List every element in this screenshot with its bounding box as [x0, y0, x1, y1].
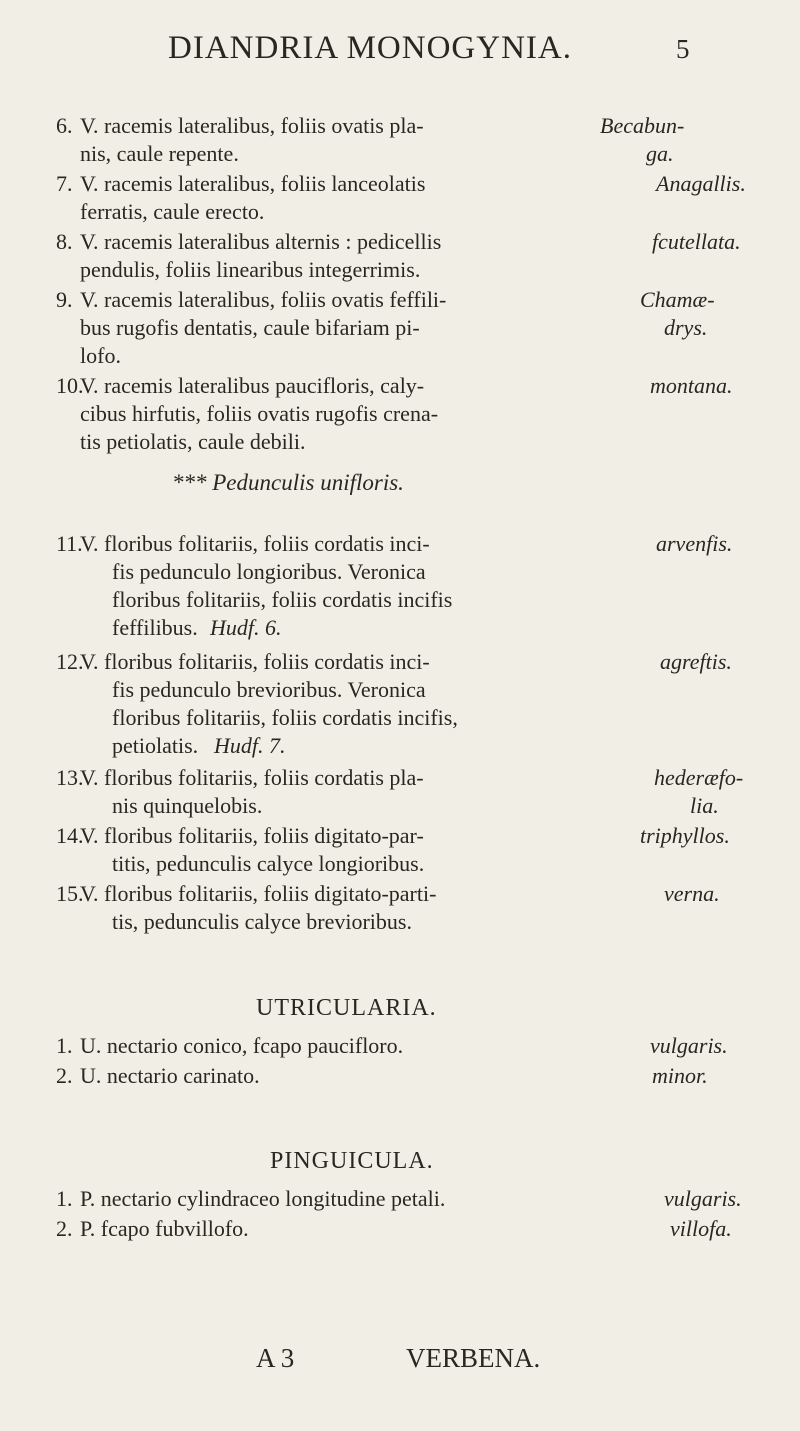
signature-mark: A 3	[256, 1343, 295, 1373]
entry-line: feffilibus.	[112, 615, 198, 640]
entry-line: V. racemis lateralibus, foliis ovatis pla-	[80, 113, 424, 138]
genus-heading-pinguicula: PINGUICULA.	[270, 1148, 434, 1174]
entry-line: V. racemis lateralibus, foliis lanceolatis	[80, 171, 426, 196]
entry-number: 8.	[56, 229, 73, 254]
entry-number: 13.	[56, 765, 84, 790]
page-number: 5	[676, 34, 690, 64]
entry-number: 6.	[56, 113, 73, 138]
entry-line: floribus folitariis, foliis cordatis incifis,	[112, 705, 458, 730]
species-epithet: fcutellata.	[652, 229, 741, 254]
entry-line: fis pedunculo longioribus. Veronica	[112, 559, 426, 584]
genus-heading-utricularia: UTRICULARIA.	[256, 995, 437, 1021]
entry-line: P. nectario cylindraceo longitudine petali.	[80, 1186, 446, 1211]
entry-line: ferratis, caule erecto.	[80, 199, 265, 224]
entry-line: cibus hirfutis, foliis ovatis rugofis crena-	[80, 401, 439, 426]
entry-line: nis quinquelobis.	[112, 793, 263, 818]
species-epithet: minor.	[652, 1063, 708, 1088]
entry-line: nis, caule repente.	[80, 141, 239, 166]
section-subheading: *** Pedunculis unifloris.	[172, 470, 404, 495]
species-epithet: Chamæ-	[640, 287, 715, 312]
entry-line: petiolatis.	[112, 733, 199, 758]
entry-number: 15.	[56, 881, 84, 906]
species-epithet: Anagallis.	[656, 171, 746, 196]
entry-number: 12.	[56, 649, 84, 674]
species-epithet: vulgaris.	[650, 1033, 728, 1058]
entry-line: pendulis, foliis linearibus integerrimis.	[80, 257, 421, 282]
entry-line: tis, pedunculis calyce brevioribus.	[112, 909, 412, 934]
entry-number: 1.	[56, 1186, 73, 1211]
species-epithet: triphyllos.	[640, 823, 730, 848]
species-epithet: hederæfo-	[654, 765, 744, 790]
entry-line: V. racemis lateralibus alternis : pedicellis	[80, 229, 442, 254]
species-epithet: verna.	[664, 881, 720, 906]
species-epithet: villofa.	[670, 1216, 732, 1241]
entry-line: P. fcapo fubvillofo.	[80, 1216, 249, 1241]
species-epithet: arvenfis.	[656, 531, 733, 556]
running-head: DIANDRIA MONOGYNIA.	[168, 30, 572, 66]
entry-number: 10.	[56, 373, 84, 398]
entry-number: 11.	[56, 531, 83, 556]
entry-line: U. nectario carinato.	[80, 1063, 260, 1088]
entry-line: V. floribus folitariis, foliis cordatis pla-	[80, 765, 424, 790]
entry-line: V. floribus folitariis, foliis cordatis inci-	[80, 649, 430, 674]
entry-number: 2.	[56, 1216, 73, 1241]
entry-line: V. racemis lateralibus, foliis ovatis feffili-	[80, 287, 447, 312]
species-epithet: ga.	[646, 141, 674, 166]
entry-number: 9.	[56, 287, 73, 312]
species-epithet: vulgaris.	[664, 1186, 742, 1211]
species-epithet: drys.	[664, 315, 708, 340]
entry-line: V. floribus folitariis, foliis cordatis inci-	[80, 531, 430, 556]
species-epithet: lia.	[690, 793, 719, 818]
entry-line: bus rugofis dentatis, caule bifariam pi-	[80, 315, 420, 340]
species-epithet: Becabun-	[600, 113, 685, 138]
catchword: VERBENA.	[406, 1343, 541, 1373]
citation-ref: Hudf. 7.	[214, 733, 286, 758]
citation-ref: Hudf. 6.	[210, 615, 282, 640]
entry-line: tis petiolatis, caule debili.	[80, 429, 306, 454]
entry-line: fis pedunculo brevioribus. Veronica	[112, 677, 426, 702]
entry-number: 1.	[56, 1033, 73, 1058]
entry-line: lofo.	[80, 343, 121, 368]
entry-line: U. nectario conico, fcapo paucifloro.	[80, 1033, 404, 1058]
entry-line: V. floribus folitariis, foliis digitato-par-	[80, 823, 424, 848]
entry-line: V. floribus folitariis, foliis digitato-parti-	[80, 881, 437, 906]
entry-number: 7.	[56, 171, 73, 196]
entry-number: 2.	[56, 1063, 73, 1088]
entry-line: V. racemis lateralibus paucifloris, caly-	[80, 373, 425, 398]
page-header	[0, 30, 800, 70]
entry-line: floribus folitariis, foliis cordatis incifis	[112, 587, 453, 612]
species-epithet: agreftis.	[660, 649, 732, 674]
entry-number: 14.	[56, 823, 84, 848]
entry-line: titis, pedunculis calyce longioribus.	[112, 851, 425, 876]
species-epithet: montana.	[650, 373, 733, 398]
